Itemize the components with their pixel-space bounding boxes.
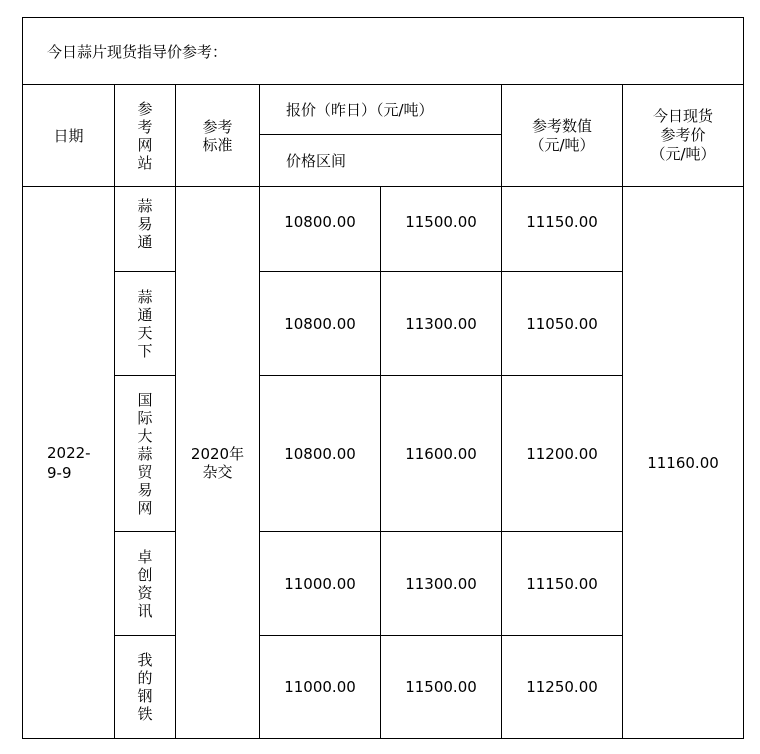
site-cell: 国际大蒜贸易网	[115, 376, 176, 532]
price-low-cell: 10800.00	[260, 272, 381, 376]
price-table	[22, 17, 744, 739]
table-title: 今日蒜片现货指导价参考：	[23, 18, 744, 85]
header-quote: 报价（昨日）（元/吨）	[260, 85, 502, 135]
ref-value-cell: 11250.00	[502, 636, 623, 739]
header-site: 参考网站	[115, 85, 176, 187]
header-today-price: 今日现货 参考价 （元/吨）	[623, 85, 744, 187]
header-date: 日期	[23, 85, 115, 187]
site-cell: 卓创资讯	[115, 532, 176, 636]
price-high-cell: 11300.00	[381, 532, 502, 636]
site-cell: 蒜易通	[115, 187, 176, 272]
price-high-cell: 11600.00	[381, 376, 502, 532]
today-price-cell: 11160.00	[623, 187, 744, 739]
header-standard: 参考标准	[176, 85, 260, 187]
price-low-cell: 10800.00	[260, 187, 381, 272]
ref-value-cell: 11150.00	[502, 532, 623, 636]
price-high-cell: 11300.00	[381, 272, 502, 376]
price-high-cell: 11500.00	[381, 636, 502, 739]
site-cell: 蒜通天下	[115, 272, 176, 376]
ref-value-cell: 11200.00	[502, 376, 623, 532]
price-high-cell: 11500.00	[381, 187, 502, 272]
site-cell: 我的钢铁	[115, 636, 176, 739]
price-low-cell: 11000.00	[260, 636, 381, 739]
price-low-cell: 10800.00	[260, 376, 381, 532]
date-cell: 2022-9-9	[23, 187, 115, 739]
standard-cell: 2020年杂交	[176, 187, 260, 739]
ref-value-cell: 11050.00	[502, 272, 623, 376]
header-price-range: 价格区间	[260, 135, 502, 187]
ref-value-cell: 11150.00	[502, 187, 623, 272]
header-ref-value: 参考数值 （元/吨）	[502, 85, 623, 187]
price-low-cell: 11000.00	[260, 532, 381, 636]
